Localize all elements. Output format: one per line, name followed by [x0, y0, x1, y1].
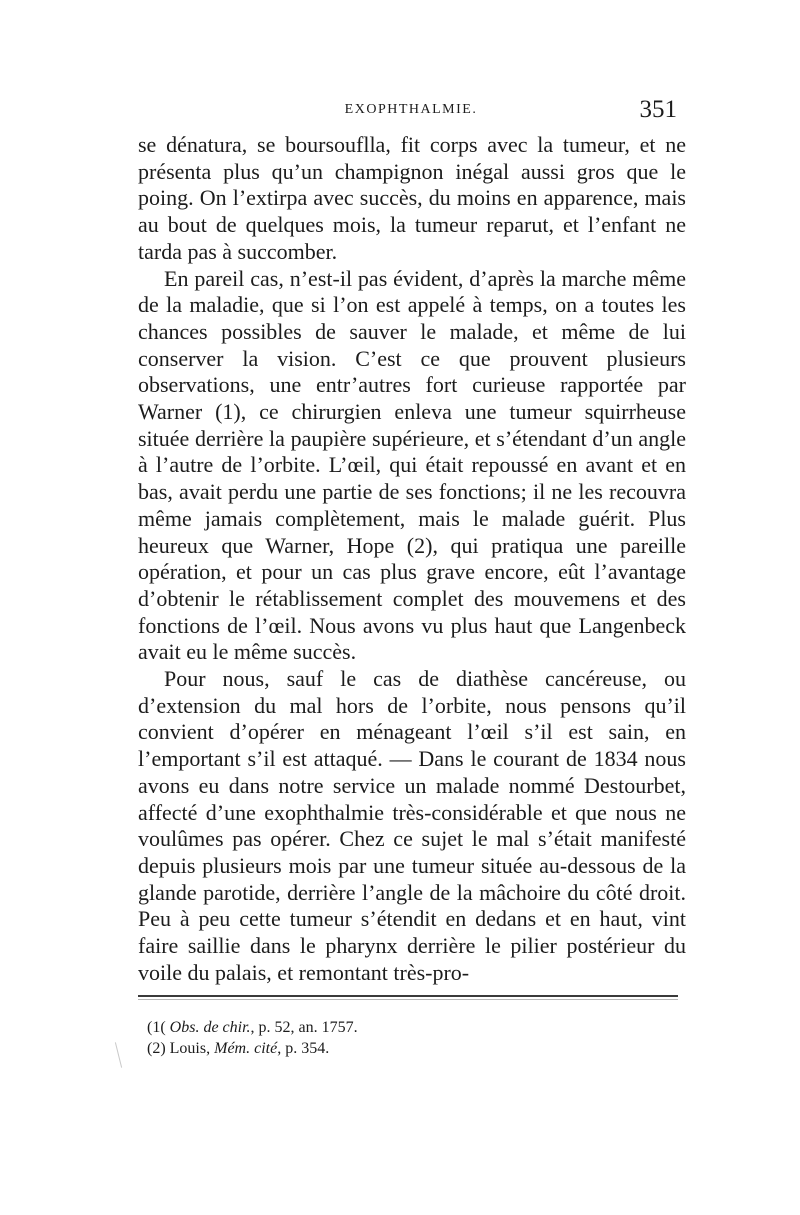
footnote-rule [138, 995, 678, 997]
page-number: 351 [639, 96, 677, 123]
footnote-1 [147, 1017, 667, 1038]
footnotes [147, 1017, 667, 1059]
running-title: EXOPHTHALMIE. [344, 102, 478, 117]
paragraph-1: se dénatura, se boursouflla, fit corps avec la tumeur, et ne présenta plus qu’un champignon inégal aussi gros que le poing. On l’extirpa avec succès, du moins en apparence, mais au bout de quelques mois, la tumeur reparut, et l’enfant ne tarda pas à succomber. [138, 132, 686, 264]
footnote-2 [147, 1038, 667, 1059]
paragraph-2: En pareil cas, n’est-il pas évident, d’après la marche même de la maladie, que si l’on est appelé à temps, on a toutes les chances possibles de sauver le malade, et même de lui conserver la vision. C’est ce que prouvent plusieurs observations, une entr’autres fort curieuse rapportée par Warner (1), ce chirurgien enleva une tumeur squirrheuse située derrière la paupière supérieure, et s’étendant d’un angle à l’autre de l’orbite. L’œil, qui était repoussé en avant et en bas, avait perdu une partie de ses fonctions; il ne les recouvra même jamais complètement, mais le malade guérit. Plus heureux que Warner, Hope (2), qui pratiqua une pareille opération, et pour un cas plus grave encore, eût l’avantage d’obtenir le rétablissement complet des mouvemens et des fonctions de l’œil. Nous avons vu plus haut que Langenbeck avait eu le même succès. [138, 265, 686, 665]
footnote-2-source: Mém. cité [214, 1040, 278, 1057]
footnote-1-mark: (1( [147, 1019, 166, 1036]
footnote-2-author: Louis, [169, 1040, 211, 1057]
footnote-2-mark: (2) [147, 1040, 166, 1057]
paragraph-3: Pour nous, sauf le cas de diathèse cancéreuse, ou d’extension du mal hors de l’orbite, nous pensons qu’il convient d’opérer en ménageant l’œil s’il est sain, en l’emportant s’il est attaqué. — Dans le courant de 1834 nous avons eu dans notre service un malade nommé Destourbet, affecté d’une exophthalmie très-considérable et que nous ne voulûmes pas opérer. Chez ce sujet le mal s’était manifesté depuis plusieurs mois par une tumeur située au-dessous de la glande parotide, derrière l’angle de la mâchoire du côté droit. Peu à peu cette tumeur s’étendit en dedans et en haut, vint faire saillie dans le pharynx derrière le pilier postérieur du voile du palais, et remontant très-pro- [138, 666, 686, 985]
footnote-rule-shadow [138, 999, 678, 1000]
running-head [137, 96, 685, 126]
footnote-2-reference: , p. 354. [277, 1040, 330, 1057]
footnote-1-source: Obs. de chir. [169, 1019, 251, 1036]
footnote-1-reference: , p. 52, an. 1757. [250, 1019, 358, 1036]
margin-pencil-mark [115, 1042, 122, 1067]
body-text [138, 132, 686, 987]
